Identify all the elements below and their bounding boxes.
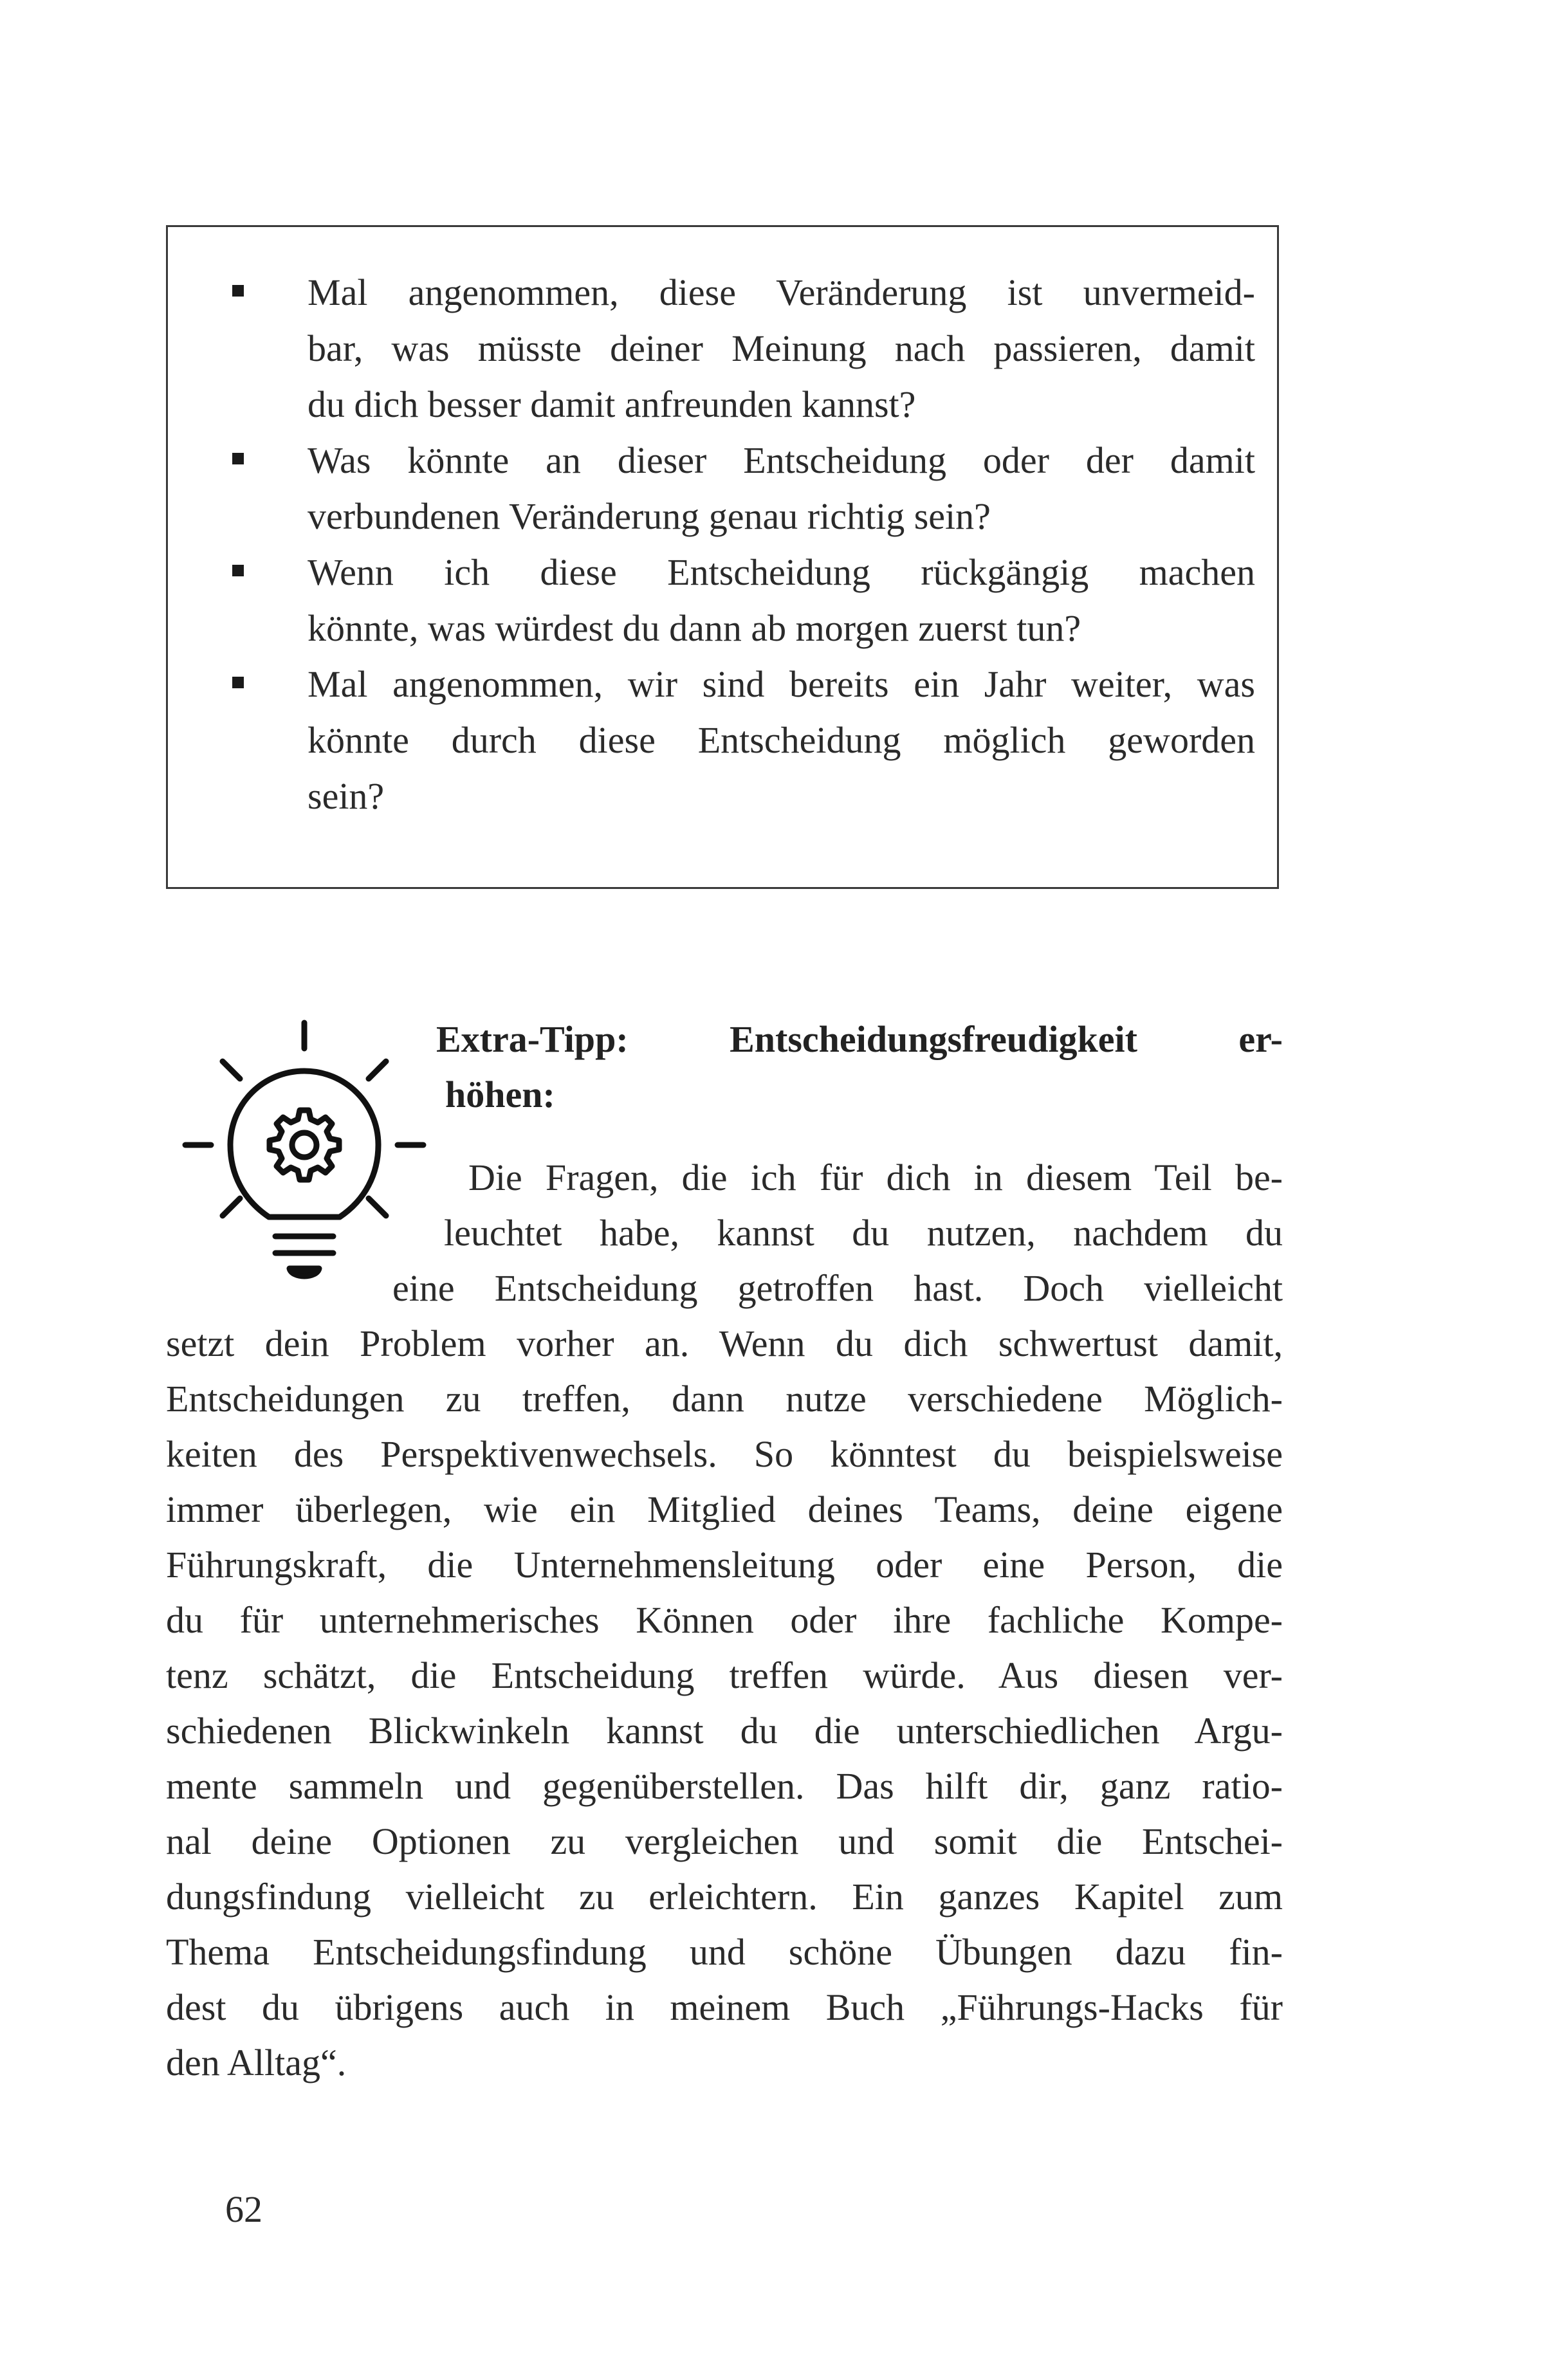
- question-item: [232, 544, 1255, 656]
- question-line: Was könnte an dieser Entscheidung oder der damit: [308, 439, 1255, 481]
- question-item: [232, 656, 1255, 824]
- body-line: dest du übrigens auch in meinem Buch „Führungs-Hacks für: [166, 1986, 1283, 2028]
- question-line: verbundenen Veränderung genau richtig sein?: [308, 495, 991, 537]
- body-line: Thema Entscheidungsfindung und schöne Übungen dazu fin-: [166, 1931, 1283, 1973]
- body-line: tenz schätzt, die Entscheidung treffen würde. Aus diesen ver-: [166, 1654, 1283, 1696]
- tip-intro-line: Die Fragen, die ich für dich in diesem Teil be-: [468, 1157, 1283, 1198]
- square-bullet-icon: [232, 453, 244, 464]
- question-line: Mal angenommen, wir sind bereits ein Jahr weiter, was: [308, 663, 1255, 705]
- body-line: den Alltag“.: [166, 2042, 347, 2083]
- tip-heading: [436, 1012, 1283, 1122]
- body-line: nal deine Optionen zu vergleichen und somit die Entschei-: [166, 1820, 1283, 1862]
- question-item: [232, 264, 1255, 432]
- question-line: du dich besser damit anfreunden kannst?: [308, 383, 916, 425]
- square-bullet-icon: [232, 285, 244, 297]
- question-line: Mal angenommen, diese Veränderung ist unvermeid-: [308, 271, 1255, 313]
- body-line: schiedenen Blickwinkeln kannst du die unterschiedlichen Argu-: [166, 1710, 1283, 1752]
- body-line: setzt dein Problem vorher an. Wenn du dich schwertust damit,: [166, 1323, 1283, 1364]
- body-line: mente sammeln und gegenüberstellen. Das hilft dir, ganz ratio-: [166, 1765, 1283, 1807]
- question-box: [166, 225, 1279, 889]
- body-line: dungsfindung vielleicht zu erleichtern. Ein ganzes Kapitel zum: [166, 1876, 1283, 1918]
- question-line: sein?: [308, 775, 385, 817]
- tip-heading-line: höhen:: [445, 1074, 555, 1115]
- tip-intro-line: eine Entscheidung getroffen hast. Doch vielleicht: [392, 1267, 1283, 1309]
- body-line: Führungskraft, die Unternehmensleitung oder eine Person, die: [166, 1544, 1283, 1586]
- lightbulb-gear-icon: [179, 1016, 430, 1293]
- body-line: keiten des Perspektivenwechsels. So könntest du beispielsweise: [166, 1433, 1283, 1475]
- tip-intro-line: leuchtet habe, kannst du nutzen, nachdem du: [444, 1212, 1283, 1254]
- page-number: 62: [225, 2188, 262, 2230]
- question-line: bar, was müsste deiner Meinung nach passieren, damit: [308, 327, 1255, 369]
- tip-heading-line: Extra-Tipp: Entscheidungsfreudigkeit er-: [436, 1018, 1283, 1060]
- square-bullet-icon: [232, 565, 244, 576]
- question-line: Wenn ich diese Entscheidung rückgängig machen: [308, 551, 1255, 593]
- question-line: könnte, was würdest du dann ab morgen zuerst tun?: [308, 607, 1081, 649]
- body-line: immer überlegen, wie ein Mitglied deines Teams, deine eigene: [166, 1488, 1283, 1530]
- question-list: [232, 264, 1255, 824]
- square-bullet-icon: [232, 677, 244, 688]
- body-line: Entscheidungen zu treffen, dann nutze verschiedene Möglich-: [166, 1378, 1283, 1420]
- tip-body-paragraph: [166, 1316, 1283, 2091]
- body-line: du für unternehmerisches Können oder ihre fachliche Kompe-: [166, 1599, 1283, 1641]
- question-line: könnte durch diese Entscheidung möglich geworden: [308, 719, 1255, 761]
- question-item: [232, 432, 1255, 544]
